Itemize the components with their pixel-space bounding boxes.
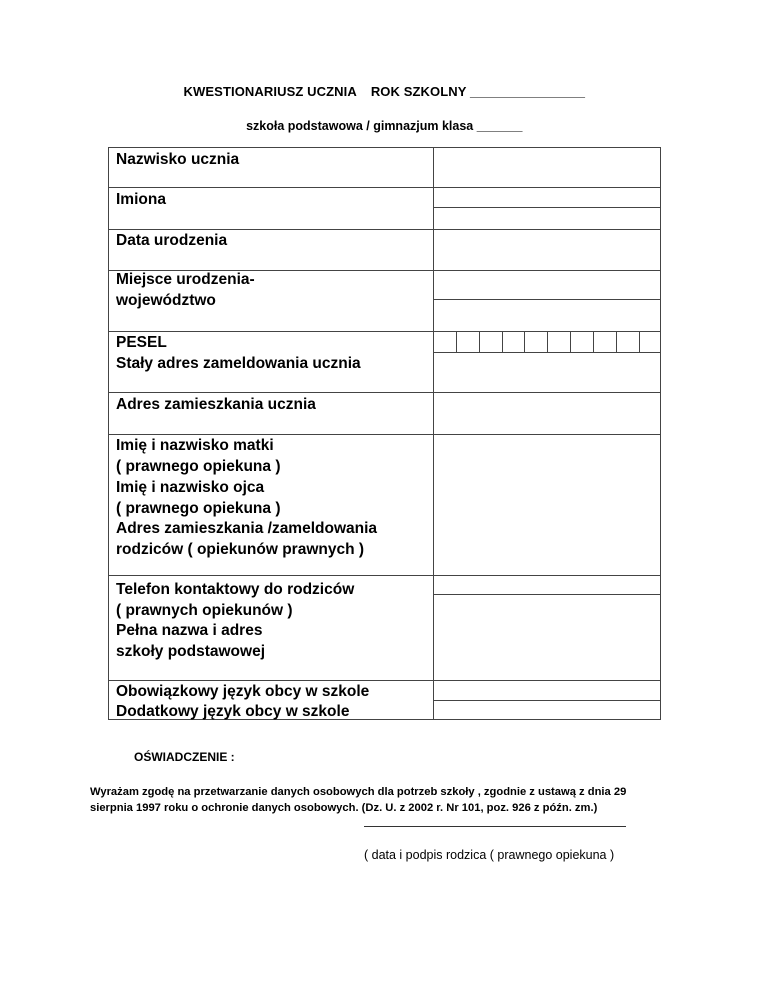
- label-pesel: PESEL: [116, 334, 167, 351]
- label-nazwisko: Nazwisko ucznia: [116, 151, 240, 168]
- label-adres-rodzicow-2: rodziców ( opiekunów prawnych ): [116, 541, 365, 558]
- label-miejsce-urodzenia: Miejsce urodzenia-: [116, 271, 255, 288]
- declaration-line-2: sierpnia 1997 roku o ochronie danych osobowych. (Dz. U. z 2002 r. Nr 101, poz. 926 z późn. zm.): [90, 802, 598, 814]
- label-ojciec-opiekun: ( prawnego opiekuna ): [116, 500, 281, 517]
- label-jezyk-obowiazkowy: Obowiązkowy język obcy w szkole: [116, 683, 370, 700]
- label-matka-opiekun: ( prawnego opiekuna ): [116, 458, 281, 475]
- student-form-table: [108, 147, 661, 720]
- field-separator: [434, 700, 661, 701]
- label-telefon: Telefon kontaktowy do rodziców: [116, 581, 355, 598]
- declaration-line-1: Wyrażam zgodę na przetwarzanie danych osobowych dla potrzeb szkoły , zgodnie z ustawą z dnia 29: [90, 786, 627, 798]
- signature-caption: ( data i podpis rodzica ( prawnego opiekuna ): [364, 848, 615, 862]
- label-wojewodztwo: województwo: [116, 292, 216, 309]
- label-jezyk-dodatkowy: Dodatkowy język obcy w szkole: [116, 703, 350, 720]
- label-imiona: Imiona: [116, 191, 166, 208]
- label-ojciec: Imię i nazwisko ojca: [116, 479, 265, 496]
- row-separator: [109, 575, 660, 576]
- declaration-heading: OŚWIADCZENIE :: [134, 750, 235, 764]
- label-data-urodzenia: Data urodzenia: [116, 232, 228, 249]
- label-szkola: Pełna nazwa i adres: [116, 622, 263, 639]
- label-szkola-podstawowa: szkoły podstawowej: [116, 643, 266, 660]
- label-matka: Imię i nazwisko matki: [116, 437, 274, 454]
- label-telefon-opiekunow: ( prawnych opiekunów ): [116, 602, 293, 619]
- signature-line[interactable]: [364, 826, 626, 827]
- field-separator: [434, 207, 661, 208]
- row-separator: [109, 392, 660, 393]
- form-subtitle: [0, 119, 768, 133]
- label-staly-adres: Stały adres zameldowania ucznia: [116, 355, 361, 372]
- school-year-label: ROK SZKOLNY: [370, 84, 467, 99]
- row-separator: [109, 187, 660, 188]
- label-adres-zamieszkania: Adres zamieszkania ucznia: [116, 396, 316, 413]
- form-title: [0, 84, 768, 99]
- field-separator: [434, 299, 661, 300]
- subtitle-label: szkoła podstawowa / gimnazjum klasa: [246, 119, 474, 133]
- school-year-blank: _________________: [470, 84, 585, 99]
- label-adres-rodzicow: Adres zamieszkania /zameldowania: [116, 520, 378, 537]
- declaration-text: [90, 784, 690, 816]
- pesel-digit-boxes[interactable]: [434, 331, 661, 353]
- title-text: KWESTIONARIUSZ UCZNIA: [183, 84, 357, 99]
- class-blank: _______: [476, 119, 522, 133]
- field-separator: [434, 594, 661, 595]
